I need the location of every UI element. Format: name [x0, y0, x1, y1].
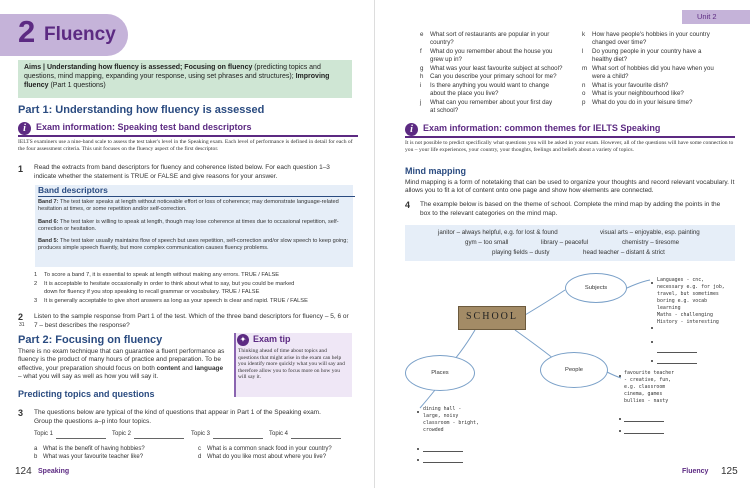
vocab-item: library – peaceful — [541, 239, 589, 246]
info-title: Exam information: Speaking test band descriptors — [36, 122, 252, 132]
bullet — [417, 411, 419, 413]
aims-box — [18, 60, 352, 98]
vocab-item: janitor – always helpful, e.g. for lost & found — [438, 229, 558, 236]
vocab-item: gym – too small — [465, 239, 509, 246]
vocab-item: chemistry – tiresome — [622, 239, 680, 246]
exam-tip-text: Thinking ahead of time about topics and questions that might arise in the exam can help you identify more quickly what you will say and therefore allow you to focus more on how you will say it. — [238, 348, 345, 381]
mind-mapping-text: Mind mapping is a form of notetaking that can be used to organize your thoughts and record relevant vocabulary. It allows you to fit a lot of content onto one page and show how elements are connected. — [405, 179, 735, 195]
part1-title: Part 1: Understanding how fluency is assessed — [18, 104, 265, 116]
band-7-item — [38, 199, 350, 213]
question-1-text: Read the extracts from band descriptors for fluency and coherence listed below. For each question 1–3 indicate whether the statement is TRUE or FALSE and give reasons for your answer. — [34, 164, 330, 180]
answer-line — [624, 433, 664, 434]
page-number: 125 — [721, 466, 738, 477]
page-number: 124 — [15, 466, 32, 477]
bullet — [417, 459, 419, 461]
question-1-number: 1 — [18, 164, 24, 174]
chapter-title: Fluency — [44, 24, 116, 45]
node-places: Places — [405, 355, 475, 391]
bullet — [619, 375, 621, 377]
notes-subjects: Languages - cnc, necessary e.g. for job, travel, but sometimes boring e.g. vocab learning Maths - challenging History - interesting — [657, 277, 725, 325]
exam-tip-title: Exam tip — [253, 334, 291, 344]
predicting-title: Predicting topics and questions — [18, 389, 155, 399]
question-3-text: The questions below are typical of the kind of questions that appear in Part 1 of the Speaking exam. Group the questions a–p into four topics. — [34, 409, 321, 425]
question-2-number: 2 — [18, 312, 24, 322]
question-3-number: 3 — [18, 408, 24, 418]
notes-people: favourite teacher - creative, fun, e.g. classroom cinema, games bullies - nasty — [624, 370, 675, 404]
bullet — [651, 341, 653, 343]
bullet — [619, 430, 621, 432]
aims-improving-text: (Part 1 questions) — [48, 82, 106, 89]
band-7-text: The test taker speaks at length without noticeable effort or loss of coherence; may demonstrate language-related hesitation at times, or some repetition and/or self-correction. — [38, 199, 339, 213]
part2-title: Part 2: Focusing on fluency — [18, 334, 163, 346]
answer-line — [423, 451, 463, 452]
info-icon: i — [405, 123, 418, 136]
topic-label: Topic 3 — [191, 431, 211, 437]
band-5-label: Band 5: — [38, 238, 59, 244]
band-5-text: The test taker usually maintains flow of speech but uses repetition, self-correction and/or slow speech to keep going; produces simple speech fluently, but more complex communication causes fluency problems. — [38, 238, 348, 252]
info-common-themes — [405, 123, 735, 161]
answer-line — [657, 352, 697, 353]
topic-answer-line — [56, 438, 106, 439]
topic-label: Topic 2 — [112, 431, 132, 437]
bullet — [651, 282, 653, 284]
question-2-text: Listen to the sample response from Part 1 of the test. Which of the three band descriptors for fluency – 5, 6 or 7 – best describes the response? — [34, 313, 349, 329]
page-section-label: Speaking — [38, 468, 70, 475]
info-band-descriptors — [18, 122, 358, 168]
band-descriptors-rule — [38, 196, 355, 197]
topic-label: Topic 4 — [269, 431, 289, 437]
aims-label: Aims | Understanding how fluency is assessed; — [24, 64, 183, 71]
aims-improving-label: Improving fluency — [24, 73, 330, 89]
link-subjects-notes — [627, 280, 650, 288]
answer-line — [624, 421, 664, 422]
vocab-item: playing fields – dusty — [492, 249, 550, 256]
unit-label: Unit 2 — [697, 12, 717, 21]
info-rule — [405, 136, 735, 138]
node-subjects: Subjects — [565, 273, 627, 303]
info-icon: i — [18, 122, 31, 135]
right-page: Unit 2 e What sort of restaurants are popular in your country? f What do you remember about the house you grew up in? g What was your least favourite subject at school? h Can you describe your primary school for me? i Is there anything you would want to change about the place you live? j What can you remember about your first day at school? k How have people's hobbies in your country changed over time? l Do young people in your country have a healthy diet? m What sort of hobbies did you have when you were a child? n What is your favourite dish? o What is your neighbourhood like? p What do you do in your leisure time? i Exam information: common themes for IELTS Speaking It is not possible to predict specifically what questions you will be asked in your exam. However, all of the questions will have some connection to you – your life experiences, your country, your thoughts, feelings and beliefs about a variety of topics. Mind mapping Mind mapping is a form of notetaking that can be used to organize your thoughts and record relevant vocabulary. It allows you to fit a lot of content onto one page and show how elements are connected. 4 The example below is based on the theme of school. Complete the mind map by adding the points in the box to the relevant categories on the mind map. janitor – always helpful, e.g. for lost & found visual arts – enjoyable, esp. painting gym – too small library – peaceful chemistry – tiresome playing fields – dusty head teacher – distant & strict Subjects SCHOOL Places People Languages - cnc, necessary e.g. for job, travel, but sometimes boring e.g. vocab learning Maths - challenging History - interesting favourite teacher - creative, fun, e.g. classroom cinema, games bullies - nasty dining hall - large, noisy classroom - bright, crowded Fluency 125 — [375, 0, 750, 488]
chapter-number: 2 — [18, 14, 36, 49]
lightbulb-icon: ✦ — [237, 334, 249, 346]
mind-mapping-title: Mind mapping — [405, 166, 466, 176]
info-text: It is not possible to predict specifically what questions you will be asked in your exam. However, all of the questions will have some connection to you – your life experiences, your country, your thoughts, feelings and beliefs about a variety of topics. — [405, 140, 734, 153]
band-5-item — [38, 238, 350, 252]
aims-focusing-text: (predicting topics and questions, mind mapping, expanding your response, using set phrases and structures); — [24, 64, 321, 80]
bullet — [651, 360, 653, 362]
band-6-label: Band 6: — [38, 219, 59, 225]
topic-answer-line — [291, 438, 341, 439]
answer-line — [423, 462, 463, 463]
topic-label: Topic 1 — [34, 431, 54, 437]
question-4-text: The example below is based on the theme of school. Complete the mind map by adding the points in the box to the relevant categories on the mind map. — [420, 201, 721, 217]
part2-paragraph: There is no exam technique that can guarantee a fluent performance as fluency is the product of many hours of practice and preparation. To be effective, your preparation should focus on both content and language – what you will say as well as how you will say it. — [18, 348, 225, 380]
node-people: People — [540, 352, 608, 388]
node-center-school: SCHOOL — [465, 311, 518, 322]
emphasis-content: content — [156, 364, 181, 372]
topic-answer-line — [213, 438, 263, 439]
band-6-item — [38, 219, 350, 233]
page-section-label: Fluency — [682, 468, 709, 475]
audio-track-number: 31 — [19, 322, 25, 328]
vocab-item: head teacher – distant & strict — [583, 249, 665, 256]
band-7-label: Band 7: — [38, 199, 59, 205]
bullet — [417, 448, 419, 450]
answer-line — [657, 363, 697, 364]
aims-focusing-label: Focusing on fluency — [184, 64, 253, 71]
info-rule — [18, 135, 358, 137]
band-descriptors-title: Band descriptors — [38, 185, 108, 195]
link-subjects — [525, 290, 565, 315]
topic-answer-line — [134, 438, 184, 439]
emphasis-language: language — [194, 364, 224, 372]
bullet — [651, 327, 653, 329]
notes-places: dining hall - large, noisy classroom - bright, crowded — [423, 406, 479, 433]
info-title: Exam information: common themes for IELTS Speaking — [423, 123, 661, 133]
vocab-item: visual arts – enjoyable, esp. painting — [600, 229, 700, 236]
band-6-text: The test taker is willing to speak at length, though may lose coherence at times due to occasional repetition, self-correction or hesitation. — [38, 219, 339, 233]
bullet — [619, 418, 621, 420]
question-4-number: 4 — [405, 200, 411, 210]
left-page: 2 Fluency Aims | Understanding how fluency is assessed; Focusing on fluency (predicting topics and questions, mind mapping, expanding your response, using set phrases and structures); Improving fluency (Part 1 questions) Part 1: Understanding how fluency is assessed i Exam information: Speaking test band descriptors IELTS examiners use a nine-band scale to assess the test taker's level in the Speaking exam. Each level of performance is defined in detail for each of the four assessment criteria. This unit focuses on the fluency aspect of the first descriptor. 1 Read the extracts from band descriptors for fluency and coherence listed below. For each question 1–3 indicate whether the statement is TRUE or FALSE and give reasons for your answer. Band descriptors Band 7: The test taker speaks at length without noticeable effort or loss of coherence; may demonstrate language-related hesitation at times, or some repetition and/or self-correction. Band 6: The test taker is willing to speak at length, though may lose coherence at times due to occasional repetition, self-correction or hesitation. Band 5: The test taker usually maintains flow of speech but uses repetition, self-correction and/or slow speech to keep going; produces simple speech fluently, but more complex communication causes fluency problems. 1 To score a band 7, it is essential to speak at length without making any errors. TRUE / FALSE 2 It is acceptable to hesitate occasionally in order to think about what to say, but you could be marked down for fluency if you stop speaking to recall grammar or vocabulary. TRUE / FALSE 3 It is generally acceptable to give short answers as long as your speech is clear and rapid. TRUE / FALSE 2 31 Listen to the sample response from Part 1 of the test. Which of the three band descriptors for fluency – 5, 6 or 7 – best describes the response? Part 2: Focusing on fluency There is no exam technique that can guarantee a fluent performance as fluency is the product of many hours of practice and preparation. To be effective, your preparation should focus on both content and language – what you will say as well as how you will say it. ✦ Exam tip Thinking ahead of time about topics and questions that might arise in the exam can help you identify more quickly what you will say and therefore allow you to focus more on how you will say it. Predicting topics and questions 3 The questions below are typical of the kind of questions that appear in Part 1 of the Speaking exam. Group the questions a–p into four topics. Topic 1 Topic 2 Topic 3 Topic 4 a What is the benefit of having hobbies? b What was your favourite teacher like? c What is a common snack food in your country? d What do you like most about where you live? 124 Speaking — [0, 0, 375, 488]
info-text: IELTS examiners use a nine-band scale to assess the test taker's level in the Speaking exam. Each level of performance is defined in detail for each of the four assessment criteria. This unit focuses on the fluency aspect of the first descriptor. — [18, 139, 353, 152]
